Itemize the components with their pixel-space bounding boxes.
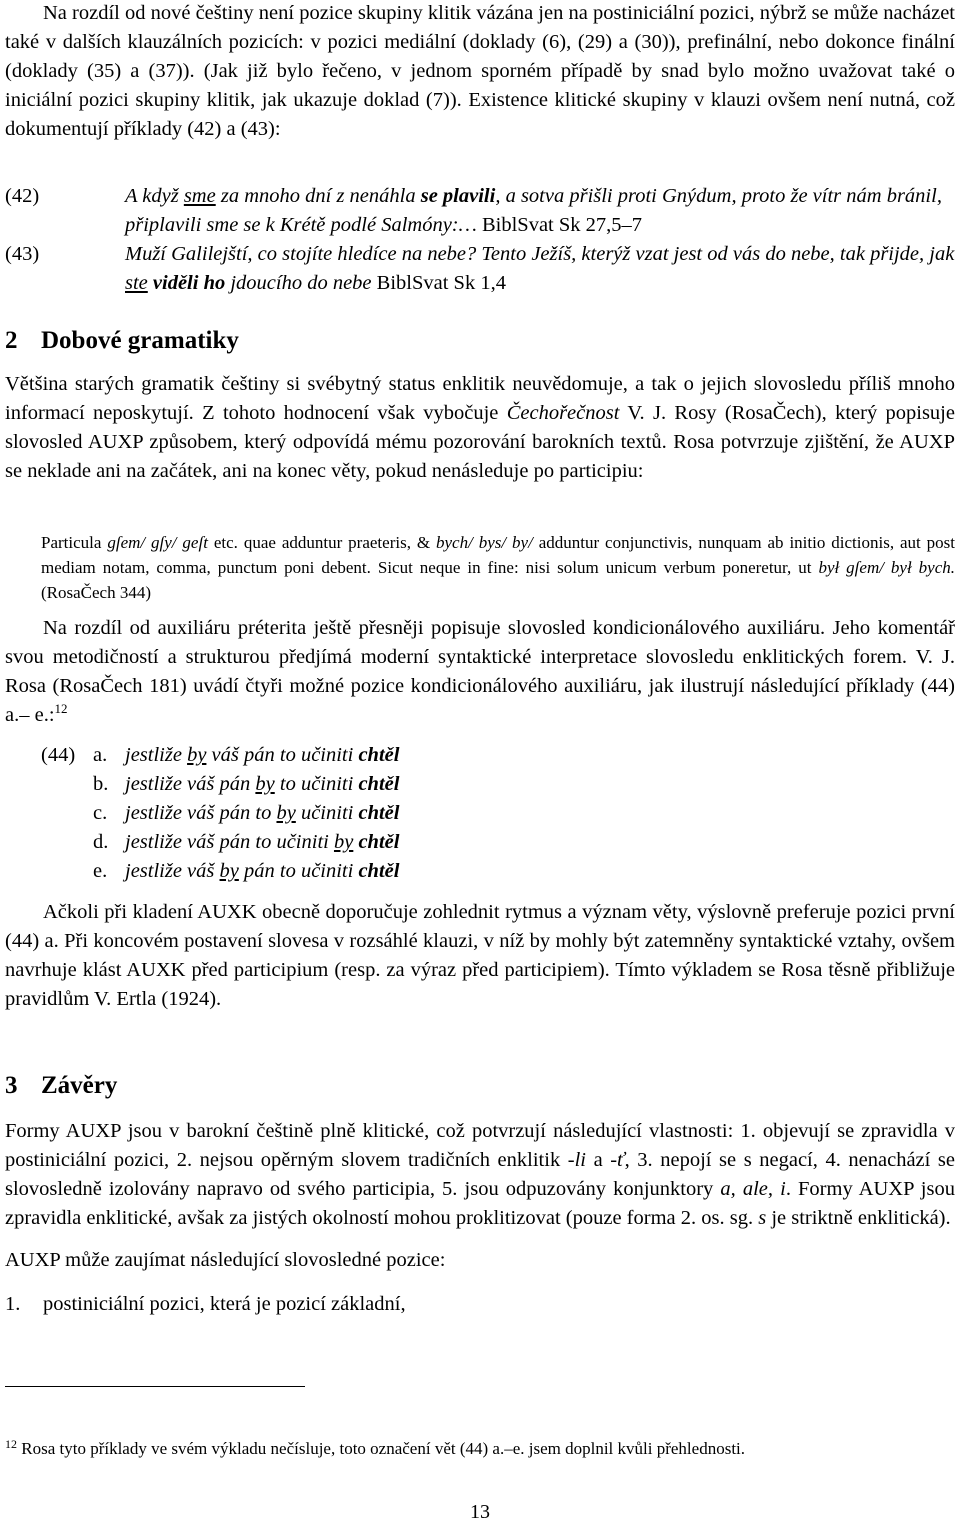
example-aux: by: [276, 802, 296, 824]
example-text: jestliže: [125, 744, 188, 766]
footnote-ref[interactable]: 12: [54, 701, 68, 716]
example-text: to učiniti: [274, 773, 359, 795]
example-aux: by: [219, 860, 239, 882]
paragraph-text: a: [586, 1149, 611, 1171]
example-source: BiblSvat Sk 1,4: [371, 272, 506, 294]
example-42: [5, 182, 955, 240]
example-text: jestliže váš pán to učiniti: [125, 831, 334, 853]
example-letter: a.: [93, 744, 108, 766]
example-verb: chtěl: [358, 831, 400, 853]
paragraph-text: AUXP může zaujímat následující slovosledné pozice:: [5, 1249, 446, 1271]
footnote-divider: [5, 1386, 305, 1387]
example-44: [41, 741, 641, 886]
paragraph-text: Formy AUXP jsou v barokní češtině plně klitické, což potvrzují následující vlastnosti: 1. objevují se zpravidla v postiniciální pozici, 2. nejsou opěrným slovem tradičních enklitik: [5, 1120, 955, 1171]
example-text: pán to učiniti: [238, 860, 359, 882]
section-title: Závěry: [41, 1072, 118, 1099]
example-text: A když: [125, 185, 184, 207]
list-item: [5, 1290, 406, 1319]
example-aux: by: [333, 831, 354, 853]
quote-italic: gſem/ gſy/ geſt: [107, 533, 208, 552]
paragraph-text: Na rozdíl od nové češtiny není pozice skupiny klitik vázána jen na postiniciální pozici, nýbrž se může nacházet také v dalších klauzálních pozicích: v pozici mediální (doklady (6), (29) a (30)), prefinální, nebo dokonce finální (doklady (35) a (37)). (Jak již bylo řečeno, v jednom sporném případě by snad bylo možno uvažovat také o iniciální pozici skupiny klitik, jak ukazuje doklad (7)). Existence klitické skupiny v klauzi ovšem není nutná, což dokumentují příklady (42) a (43):: [5, 2, 955, 140]
example-text: , a sotva přišli proti Gnýdum, proto že vítr nám bránil, připlavili sme se k Krétě podlé Salmóny:…: [125, 185, 942, 236]
example-verb: chtěl: [358, 744, 400, 766]
example-text: jestliže váš pán to: [125, 802, 277, 824]
example-verb: chtěl: [358, 860, 400, 882]
quote-italic: był gſem/ był bych.: [818, 558, 955, 577]
example-text: jdoucího do nebe: [225, 272, 372, 294]
example-number: (44): [41, 744, 76, 766]
page-number: 13: [470, 1501, 490, 1523]
paragraph-text: Na rozdíl od auxiliáru préterita ještě přesněji popisuje slovosled kondicionálového auxiliáru. Jeho komentář svou metodičností a strukturou předjímá moderní syntaktické interpretace slovosledu enklitických forem. V. J. Rosa (RosaČech 181) uvádí čtyři možné pozice kondicionálového auxiliáru, jak ilustrují následující příklady (44) a.– e.:: [5, 617, 955, 726]
paragraph-auxk: [5, 898, 955, 1014]
section-title: Dobové gramatiky: [41, 327, 239, 354]
paragraph-text: Ačkoli při kladení AUXK obecně doporučuje zohlednit rytmus a význam věty, výslovně preferuje pozici první (44) a. Při koncovém postavení slovesa v rozsáhlé klauzi, v níž by mohly být zatemněny syntaktické vztahy, ovšem navrhuje klást AUXK před participium (resp. za výraz před participiem). Tímto výkladem se Rosa těsně přibližuje pravidlům V. Ertla (1924).: [5, 901, 955, 1010]
example-number: (43): [5, 243, 40, 265]
example-row: [41, 741, 641, 770]
italic-term: s: [758, 1207, 767, 1229]
example-text: za mnoho dní z nenáhla: [215, 185, 421, 207]
paragraph-positions: [5, 1246, 445, 1275]
section-heading-3: [5, 1070, 117, 1102]
example-verb: chtěl: [358, 802, 400, 824]
section-heading-2: [5, 325, 239, 357]
italic-term: -ť: [610, 1149, 625, 1171]
example-verb: se plavili: [420, 185, 496, 207]
example-sentence: [125, 828, 399, 857]
quote-text: Particula: [41, 533, 108, 552]
paragraph-conditional: [5, 614, 955, 730]
example-sentence: [125, 857, 399, 886]
example-sentence: [125, 741, 399, 770]
italic-term: -li: [567, 1149, 586, 1171]
quote-source: (RosaČech 344): [41, 583, 152, 602]
paragraph-text: . Formy AUXP jsou zpravidla enklitické, avšak za jistých okolností mohou proklitizovat (pouze forma 2. os. sg.: [5, 1178, 955, 1229]
paragraph-text: , 3. nepojí se s negací, 4. nenachází se slovosledně izolovány napravo od svého participia, 5. jsou odpuzovány konjunktory: [5, 1149, 955, 1200]
title-cechorecnost: Čechořečnost: [506, 402, 620, 424]
paragraph-text: je striktně enklitická).: [766, 1207, 951, 1229]
footnote-text: Rosa tyto příklady ve svém výkladu nečísluje, toto označení vět (44) a.–e. jsem doplnil kvůli přehlednosti.: [17, 1439, 746, 1458]
footnote: [5, 1438, 745, 1460]
example-verb: viděli ho: [152, 272, 226, 294]
example-row: [41, 799, 641, 828]
quote-italic: bych/ bys/ by/: [436, 533, 533, 552]
example-aux: by: [255, 773, 275, 795]
list-text: postiniciální pozici, která je pozicí základní,: [43, 1293, 406, 1315]
example-sentence: [125, 799, 399, 828]
example-letter: d.: [93, 831, 109, 853]
paragraph-grammars: [5, 370, 955, 486]
example-aux: sme: [183, 185, 216, 207]
latin-quote: [5, 530, 955, 605]
footnote-number: 12: [5, 1437, 17, 1451]
example-number: (42): [5, 185, 40, 207]
quote-text: etc. quae adduntur praeteris, &: [207, 533, 436, 552]
paragraph-text: Většina starých gramatik češtiny si svébytný status enklitik neuvědomuje, a tak o jejich slovosledu příliš mnoho informací neposkytují. Z tohoto hodnocení však vybočuje: [5, 373, 955, 424]
example-aux: ste: [125, 272, 148, 294]
list-number: 1.: [5, 1293, 21, 1315]
example-text: váš pán to učiniti: [206, 744, 359, 766]
example-43: [5, 240, 955, 298]
paragraph-text: V. J. Rosy (RosaČech), který popisuje slovosled AUXP způsobem, který odpovídá mému pozorování barokních textů. Rosa potvrzuje zjištění, že AUXP se neklade ani na začátek, ani na konec věty, pokud nenásleduje po participiu:: [5, 402, 955, 482]
example-row: [41, 770, 641, 799]
example-text: Muží Galilejští, co stojíte hledíce na nebe? Tento Ježíš, kterýž vzat jest od vás do nebe, tak přijde, jak: [125, 243, 955, 265]
section-number: 2: [5, 327, 18, 354]
quote-text: adduntur conjunctivis, nunquam ab initio dictionis, aut post mediam notam, comma, punctum poni debent. Sicut neque in fine: nisi solum unicum verbum poneretur, ut: [41, 533, 956, 577]
italic-term: a, ale, i: [720, 1178, 786, 1200]
example-row: [41, 857, 641, 886]
example-text: učiniti: [295, 802, 359, 824]
example-source: BiblSvat Sk 27,5–7: [476, 214, 643, 236]
example-text: jestliže váš: [125, 860, 220, 882]
example-sentence: [125, 770, 399, 799]
paragraph-conclusions: [5, 1117, 955, 1233]
section-number: 3: [5, 1072, 18, 1099]
example-row: [41, 828, 641, 857]
paragraph-intro: [5, 0, 955, 144]
example-letter: b.: [93, 773, 109, 795]
example-letter: c.: [93, 802, 108, 824]
example-text: jestliže váš pán: [125, 773, 256, 795]
example-aux: by: [187, 744, 207, 766]
example-letter: e.: [93, 860, 108, 882]
example-verb: chtěl: [358, 773, 400, 795]
